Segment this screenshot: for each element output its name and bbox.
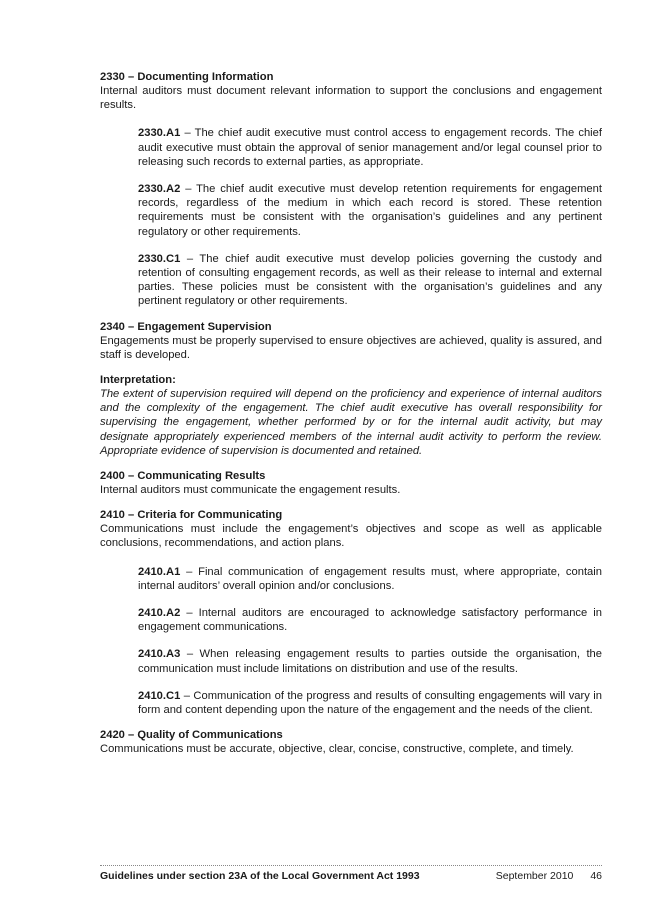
standard-text: – The chief audit executive must control access to engagement records. The chief audit executive must obtain the approval of senior management and/or legal counsel prior to releasing such records to external parties, as appropriate. bbox=[138, 127, 602, 168]
page-number: 46 bbox=[590, 870, 602, 882]
standard-code: 2410.A3 bbox=[138, 648, 181, 661]
section-text: Engagements must be properly supervised to ensure objectives are achieved, quality is assured, and staff is developed. bbox=[100, 334, 602, 361]
standard-code: 2330.C1 bbox=[138, 252, 181, 265]
interpretation-heading: Interpretation: bbox=[100, 374, 176, 387]
standard-2410-a1 bbox=[138, 565, 602, 593]
footer-date: September 2010 bbox=[495, 870, 574, 882]
interpretation bbox=[100, 373, 602, 458]
standard-2410-a3 bbox=[138, 647, 602, 675]
section-heading: 2400 – Communicating Results bbox=[100, 470, 266, 483]
standard-text: – Communication of the progress and results of consulting engagements will vary in form and content depending upon the nature of the engagement and the needs of the client. bbox=[138, 689, 602, 717]
standard-code: 2410.C1 bbox=[138, 689, 181, 702]
standard-code: 2330.A1 bbox=[138, 127, 181, 140]
standard-2330-a2 bbox=[138, 182, 602, 239]
standard-text: – Internal auditors are encouraged to acknowledge satisfactory performance in engagement communications. bbox=[138, 607, 602, 634]
section-text: Communications must include the engagement’s objectives and scope as well as applicable conclusions, recommendations, and action plans. bbox=[100, 523, 602, 550]
standard-text: – When releasing engagement results to parties outside the organisation, the communication must include limitations on distribution and use of the results. bbox=[138, 648, 602, 675]
section-2420 bbox=[100, 728, 602, 756]
section-2410 bbox=[100, 508, 602, 717]
standard-code: 2330.A2 bbox=[138, 183, 181, 196]
section-2400 bbox=[100, 469, 602, 497]
section-2330 bbox=[100, 70, 602, 309]
document-body bbox=[100, 70, 602, 768]
footer-right bbox=[482, 870, 602, 882]
section-heading: 2420 – Quality of Communications bbox=[100, 729, 283, 742]
interpretation-text: The extent of supervision required will depend on the proficiency and experience of internal auditors and the complexity of the engagement. The chief audit executive has overall responsibility for supervising the engagement, whether performed by or for the internal audit activity, but may designate appropriately experienced members of the internal audit activity to perform the review. Appropriate evidence of supervision is documented and retained. bbox=[100, 388, 602, 457]
section-2340 bbox=[100, 320, 602, 362]
standard-2330-c1 bbox=[138, 252, 602, 309]
standard-2330-a1 bbox=[138, 126, 602, 169]
standard-text: – The chief audit executive must develop policies governing the custody and retention of consulting engagement records, as well as their release to internal and external parties. These policies must be consistent with the organisation’s guidelines and any pertinent regulatory or other requirements. bbox=[138, 252, 602, 308]
standard-text: – The chief audit executive must develop retention requirements for engagement records, regardless of the medium in which each record is stored. These retention requirements must be consistent with the organisation’s guidelines and any pertinent regulatory or other requirements. bbox=[138, 183, 602, 238]
standard-code: 2410.A2 bbox=[138, 607, 181, 620]
section-heading: 2410 – Criteria for Communicating bbox=[100, 509, 283, 522]
section-text: Internal auditors must document relevant information to support the conclusions and engagement results. bbox=[100, 85, 602, 112]
section-heading: 2330 – Documenting Information bbox=[100, 71, 274, 83]
standard-2410-a2 bbox=[138, 606, 602, 634]
page-footer bbox=[100, 865, 602, 882]
standard-2410-c1 bbox=[138, 689, 602, 717]
section-text: Internal auditors must communicate the engagement results. bbox=[100, 484, 401, 497]
standard-code: 2410.A1 bbox=[138, 565, 181, 578]
section-text: Communications must be accurate, objective, clear, concise, constructive, complete, and timely. bbox=[100, 743, 574, 756]
standard-text: – Final communication of engagement results must, where appropriate, contain internal auditors’ overall opinion and/or conclusions. bbox=[138, 565, 602, 592]
section-heading: 2340 – Engagement Supervision bbox=[100, 320, 272, 333]
footer-title: Guidelines under section 23A of the Local Government Act 1993 bbox=[100, 870, 420, 882]
